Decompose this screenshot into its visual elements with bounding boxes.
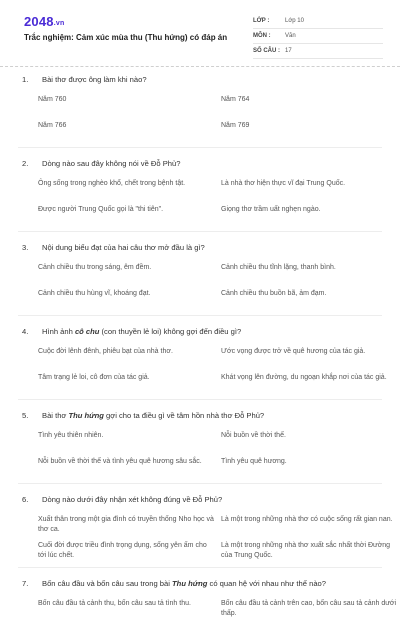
- answer-option[interactable]: Bốn câu đầu tả cảnh thu, bốn câu sau tả tình thu.: [38, 600, 191, 607]
- question-divider: [18, 147, 382, 148]
- question-1: [0, 74, 400, 141]
- meta-label-count: SỐ CÂU :: [253, 48, 280, 54]
- site-logo[interactable]: [24, 14, 64, 29]
- question-text: [42, 326, 241, 337]
- answer-grid: [22, 347, 387, 393]
- answer-option[interactable]: Là một trong những nhà thơ xuất sắc nhất thời Đường của Trung Quốc.: [221, 542, 391, 559]
- answer-option[interactable]: Cảnh chiều thu hùng vĩ, khoáng đạt.: [38, 290, 151, 297]
- answer-option[interactable]: Nỗi buồn về thời thế và tình yêu quê hương sâu sắc.: [38, 458, 202, 465]
- answer-option[interactable]: Tình yêu thiên nhiên.: [38, 432, 104, 439]
- question-3: [0, 242, 400, 309]
- logo-main: 2048: [24, 14, 54, 29]
- answer-grid: [22, 431, 382, 477]
- question-text-before: Hình ảnh: [42, 327, 75, 336]
- question-divider: [18, 399, 382, 400]
- answer-option[interactable]: Cuộc đời lênh đênh, phiêu bạt của nhà thơ.: [38, 348, 173, 355]
- question-text-before: Bài thơ: [42, 411, 69, 420]
- question-2: [0, 158, 400, 225]
- question-7: [0, 578, 400, 619]
- question-text-emphasis: Thu hứng: [68, 411, 104, 420]
- answer-grid: [22, 599, 397, 619]
- question-list: [0, 74, 400, 617]
- question-text-after: (con thuyền lẻ loi) không gợi đến điều gì?: [99, 327, 242, 336]
- question-text: Dòng nào dưới đây nhận xét không đúng về Đỗ Phủ?: [42, 495, 223, 504]
- question-divider: [18, 567, 382, 568]
- question-text-before: Bốn câu đầu và bốn câu sau trong bài: [42, 579, 173, 588]
- question-text: Dòng nào sau đây không nói về Đỗ Phủ?: [42, 159, 181, 168]
- answer-option[interactable]: Cảnh chiều thu tĩnh lặng, thanh bình.: [221, 264, 336, 271]
- meta-row-count: [253, 44, 383, 59]
- question-text: [42, 410, 264, 421]
- question-number: 4.: [22, 327, 29, 336]
- question-text-after: có quan hệ với nhau như thế nào?: [207, 579, 326, 588]
- answer-option[interactable]: Nỗi buồn về thời thế.: [221, 432, 286, 439]
- answer-option[interactable]: Khát vọng lên đường, du ngoạn khắp nơi của tác giả.: [221, 374, 387, 381]
- question-5: [0, 410, 400, 477]
- meta-value-subject: Văn: [285, 33, 296, 39]
- answer-grid: [22, 515, 393, 561]
- meta-row-subject: [253, 29, 383, 44]
- meta-label-subject: MÔN :: [253, 33, 271, 39]
- answer-option[interactable]: Giọng thơ trầm uất nghẹn ngào.: [221, 206, 321, 213]
- answer-option[interactable]: Tâm trạng lẻ loi, cô đơn của tác giả.: [38, 374, 150, 381]
- question-6: [0, 494, 400, 561]
- question-text-after: gợi cho ta điều gì về tâm hồn nhà thơ Đỗ Phủ?: [103, 411, 265, 420]
- meta-table: [253, 14, 383, 59]
- answer-option[interactable]: Cảnh chiều thu buồn bã, ảm đạm.: [221, 290, 327, 297]
- meta-value-class: Lớp 10: [285, 18, 304, 24]
- page-title: Trắc nghiệm: Cảm xúc mùa thu (Thu hứng) có đáp án: [24, 33, 228, 42]
- logo-suffix: .vn: [53, 20, 65, 27]
- answer-grid: [22, 263, 382, 309]
- question-number: 2.: [22, 159, 29, 168]
- answer-grid: [22, 179, 382, 225]
- question-4: [0, 326, 400, 393]
- question-number: 1.: [22, 75, 29, 84]
- meta-label-class: LỚP :: [253, 18, 270, 24]
- question-divider: [18, 231, 382, 232]
- question-number: 5.: [22, 411, 29, 420]
- answer-grid: [22, 95, 382, 141]
- page-header: [0, 0, 400, 64]
- question-number: 3.: [22, 243, 29, 252]
- question-text-emphasis: Thu hứng: [172, 579, 208, 588]
- answer-option[interactable]: Năm 760: [38, 96, 67, 103]
- question-divider: [18, 483, 382, 484]
- answer-option[interactable]: Ước vọng được trở về quê hương của tác giả.: [221, 348, 366, 355]
- answer-option[interactable]: Cuối đời được triều đình trọng dụng, sống yên ấm cho tới lúc chết.: [38, 542, 207, 559]
- answer-option[interactable]: Được người Trung Quốc gọi là "thi tiên".: [38, 206, 164, 213]
- meta-value-count: 17: [285, 48, 292, 54]
- answer-option[interactable]: Cảnh chiều thu trong sáng, êm đềm.: [38, 264, 152, 271]
- question-text: [42, 578, 326, 589]
- question-number: 7.: [22, 579, 29, 588]
- header-divider: [0, 66, 400, 67]
- answer-option[interactable]: Ông sống trong nghèo khổ, chết trong bệnh tật.: [38, 180, 186, 187]
- answer-option[interactable]: Là nhà thơ hiện thực vĩ đại Trung Quốc.: [221, 180, 346, 187]
- question-divider: [18, 315, 382, 316]
- question-number: 6.: [22, 495, 29, 504]
- answer-option[interactable]: Xuất thân trong một gia đình có truyền thống Nho học và thơ ca.: [38, 516, 214, 533]
- answer-option[interactable]: Tình yêu quê hương.: [221, 458, 287, 465]
- question-text: Bài thơ được ông làm khi nào?: [42, 75, 147, 84]
- meta-row-class: [253, 14, 383, 29]
- answer-option[interactable]: Là một trong những nhà thơ có cuộc sống rất gian nan.: [221, 516, 393, 523]
- question-text-emphasis: cô chu: [74, 327, 100, 336]
- question-text: Nội dung biểu đạt của hai câu thơ mở đầu là gì?: [42, 243, 205, 252]
- answer-option[interactable]: Năm 764: [221, 96, 250, 103]
- answer-option[interactable]: Năm 769: [221, 122, 250, 129]
- answer-option[interactable]: Bốn câu đầu tả cảnh trên cao, bốn câu sau tả cảnh dưới thấp.: [221, 600, 397, 617]
- answer-option[interactable]: Năm 766: [38, 122, 67, 129]
